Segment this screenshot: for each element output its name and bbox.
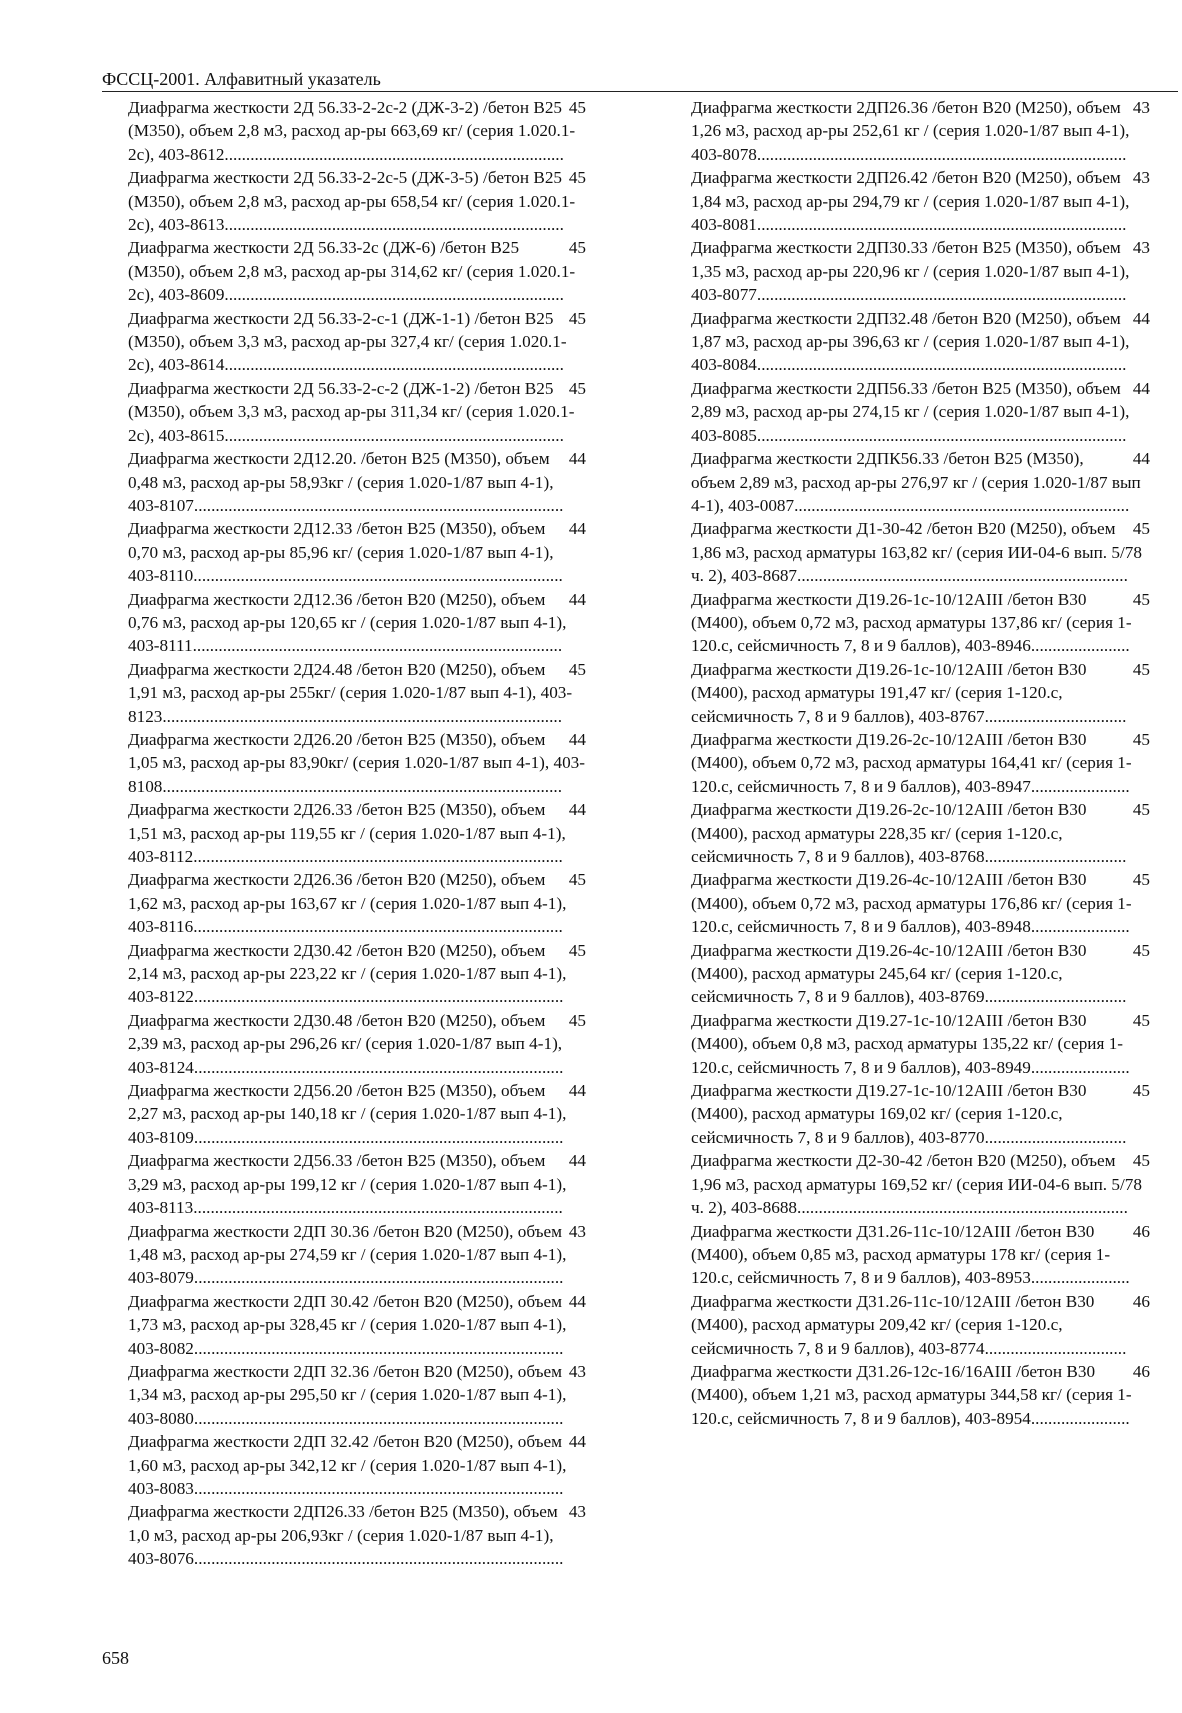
- dot-fill: .............................................................................: [797, 1198, 1128, 1218]
- index-entry: 46 Диафрагма жесткости Д31.26-12с-16/16AIII /бетон B30 (M400), объем 1,21 м3, расход арматуры 344,58 кг/ (серия 1-120.с, сейсмичность 7, 8 и 9 баллов), 403-8954.......................: [691, 1361, 1150, 1428]
- index-entry-page: 44: [568, 1432, 586, 1452]
- index-entry-page: 45: [568, 1010, 586, 1030]
- dot-fill: .............................................................................................: [162, 776, 562, 796]
- dot-fill: ......................................................................................: [193, 917, 563, 937]
- index-entry-page: 46: [1132, 1221, 1150, 1241]
- index-entry-page: 45: [1132, 589, 1150, 609]
- index-entry: 45 Диафрагма жесткости 2Д26.36 /бетон B20 (M250), объем 1,62 м3, расход ар-ры 163,67 кг / (серия 1.020-1/87 вып 4-1), 403-8116......................................................................................: [128, 870, 586, 937]
- dot-fill: ......................................................................................: [193, 1549, 564, 1569]
- index-entry: 44 Диафрагма жесткости 2Д56.33 /бетон B25 (M350), объем 3,29 м3, расход ар-ры 199,12 кг / (серия 1.020-1/87 вып 4-1), 403-8113......................................................................................: [128, 1151, 586, 1218]
- index-column-right: [665, 96, 1150, 1430]
- index-entry-page: 44: [1132, 449, 1150, 469]
- index-entry-page: 45: [568, 98, 586, 117]
- dot-fill: ..............................................................................: [794, 495, 1130, 515]
- index-entry: 45 Диафрагма жесткости 2Д24.48 /бетон B20 (M250), объем 1,91 м3, расход ар-ры 255кг/ (серия 1.020-1/87 вып 4-1), 403-8123.............................................................................................: [128, 659, 586, 726]
- index-entry: 45 Диафрагма жесткости Д19.26-2с-10/12AIII /бетон B30 (M400), объем 0,72 м3, расход арматуры 164,41 кг/ (серия 1-120.с, сейсмичность 7, 8 и 9 баллов), 403-8947.......................: [691, 729, 1150, 796]
- index-entry: 45 Диафрагма жесткости 2Д30.48 /бетон B20 (M250), объем 2,39 м3, расход ар-ры 296,26 кг/ (серия 1.020-1/87 вып 4-1), 403-8124......................................................................................: [128, 1010, 586, 1077]
- dot-fill: ......................................................................................: [756, 355, 1127, 375]
- index-entry-page: 44: [1132, 308, 1150, 328]
- dot-fill: .................................: [984, 987, 1127, 1007]
- index-entry: 45 Диафрагма жесткости Д19.26-2с-10/12AIII /бетон B30 (M400), расход арматуры 228,35 кг/ (серия 1-120.с, сейсмичность 7, 8 и 9 баллов), 403-8768.................................: [691, 800, 1150, 866]
- dot-fill: .......................: [1030, 776, 1130, 796]
- index-entry: 46 Диафрагма жесткости Д31.26-11с-10/12AIII /бетон B30 (M400), объем 0,85 м3, расход арматуры 178 кг/ (серия 1-120.с, сейсмичность 7, 8 и 9 баллов), 403-8953.......................: [691, 1221, 1150, 1288]
- index-entry-page: 43: [568, 1502, 586, 1522]
- index-entry: 44 Диафрагма жесткости 2ДП32.48 /бетон B20 (M250), объем 1,87 м3, расход ар-ры 396,63 кг / (серия 1.020-1/87 вып 4-1), 403-8084......................................................................................: [691, 308, 1150, 375]
- dot-fill: ......................................................................................: [193, 1478, 564, 1498]
- dot-fill: .......................: [1030, 1408, 1130, 1428]
- index-entry: 44 Диафрагма жесткости 2Д26.33 /бетон B25 (M350), объем 1,51 м3, расход ар-ры 119,55 кг / (серия 1.020-1/87 вып 4-1), 403-8112......................................................................................: [128, 800, 586, 866]
- index-entry-page: 43: [1132, 238, 1150, 258]
- index-entry: 45 Диафрагма жесткости 2Д 56.33-2-с-1 (ДЖ-1-1) /бетон B25 (M350), объем 3,3 м3, расход ар-ры 327,4 кг/ (серия 1.020.1-2с), 403-8614...............................................................................: [128, 308, 586, 375]
- index-entry-page: 43: [568, 1361, 586, 1381]
- index-entry-page: 43: [1132, 168, 1150, 188]
- index-entry: 45 Диафрагма жесткости Д2-30-42 /бетон B20 (M250), объем 1,96 м3, расход арматуры 169,52 кг/ (серия ИИ-04-6 вып. 5/78 ч. 2), 403-8688.............................................................................: [691, 1151, 1150, 1218]
- index-entry: 44 Диафрагма жесткости 2ДП 32.42 /бетон B20 (M250), объем 1,60 м3, расход ар-ры 342,12 кг / (серия 1.020-1/87 вып 4-1), 403-8083......................................................................................: [128, 1432, 586, 1498]
- dot-fill: ......................................................................................: [193, 987, 564, 1007]
- dot-fill: .......................: [1030, 917, 1130, 937]
- dot-fill: ......................................................................................: [193, 1127, 564, 1147]
- index-entry: 43 Диафрагма жесткости 2ДП26.33 /бетон B25 (M350), объем 1,0 м3, расход ар-ры 206,93кг / (серия 1.020-1/87 вып 4-1), 403-8076......................................................................................: [128, 1502, 586, 1569]
- dot-fill: .......................: [1030, 1268, 1130, 1288]
- dot-fill: ......................................................................................: [193, 566, 563, 586]
- index-entry: 43 Диафрагма жесткости 2ДП26.36 /бетон B20 (M250), объем 1,26 м3, расход ар-ры 252,61 кг / (серия 1.020-1/87 вып 4-1), 403-8078......................................................................................: [691, 98, 1150, 164]
- dot-fill: ......................................................................................: [193, 1338, 564, 1358]
- dot-fill: ......................................................................................: [756, 425, 1127, 445]
- page-number: 658: [102, 1648, 129, 1668]
- index-entry-page: 45: [1132, 870, 1150, 890]
- index-entry-page: 44: [568, 1291, 586, 1311]
- index-entry-page: 44: [568, 589, 586, 609]
- index-entry-page: 45: [568, 168, 586, 188]
- dot-fill: ......................................................................................: [756, 215, 1127, 235]
- index-entry-page: 45: [568, 378, 586, 398]
- dot-fill: ......................................................................................: [192, 636, 563, 656]
- index-entry-page: 43: [568, 1221, 586, 1241]
- index-entry: 45 Диафрагма жесткости Д19.26-1с-10/12AIII /бетон B30 (M400), объем 0,72 м3, расход арматуры 137,86 кг/ (серия 1-120.с, сейсмичность 7, 8 и 9 баллов), 403-8946.......................: [691, 589, 1150, 656]
- dot-fill: ......................................................................................: [193, 1268, 564, 1288]
- index-entry: 45 Диафрагма жесткости 2Д 56.33-2с (ДЖ-6) /бетон B25 (M350), объем 2,8 м3, расход ар-ры 314,62 кг/ (серия 1.020.1-2с), 403-8609...............................................................................: [128, 238, 586, 305]
- dot-fill: ......................................................................................: [193, 1057, 564, 1077]
- index-entry-page: 45: [1132, 519, 1150, 539]
- index-entry: 46 Диафрагма жесткости Д31.26-11с-10/12AIII /бетон B30 (M400), расход арматуры 209,42 кг/ (серия 1-120.с, сейсмичность 7, 8 и 9 баллов), 403-8774.................................: [691, 1291, 1150, 1358]
- index-entry: 44 Диафрагма жесткости 2Д12.36 /бетон B20 (M250), объем 0,76 м3, расход ар-ры 120,65 кг / (серия 1.020-1/87 вып 4-1), 403-8111......................................................................................: [128, 589, 586, 656]
- index-entry-page: 45: [568, 940, 586, 960]
- index-entry-page: 44: [568, 1081, 586, 1101]
- dot-fill: .............................................................................................: [162, 706, 562, 726]
- index-column-left: [102, 96, 586, 1571]
- index-entry-page: 46: [1132, 1291, 1150, 1311]
- index-entry: 45 Диафрагма жесткости 2Д 56.33-2-2с-5 (ДЖ-3-5) /бетон B25 (M350), объем 2,8 м3, расход ар-ры 658,54 кг/ (серия 1.020.1-2с), 403-8613...............................................................................: [128, 168, 586, 235]
- index-entry: 44 Диафрагма жесткости 2Д56.20 /бетон B25 (M350), объем 2,27 м3, расход ар-ры 140,18 кг / (серия 1.020-1/87 вып 4-1), 403-8109......................................................................................: [128, 1081, 586, 1147]
- dot-fill: ......................................................................................: [756, 285, 1127, 305]
- index-entry: 45 Диафрагма жесткости Д19.27-1с-10/12AIII /бетон B30 (M400), объем 0,8 м3, расход арматуры 135,22 кг/ (серия 1-120.с, сейсмичность 7, 8 и 9 баллов), 403-8949.......................: [691, 1010, 1150, 1077]
- dot-fill: .................................: [984, 1338, 1127, 1358]
- index-entry: 44 Диафрагма жесткости 2ДПК56.33 /бетон B25 (M350), объем 2,89 м3, расход ар-ры 276,97 кг / (серия 1.020-1/87 вып 4-1), 403-0087..............................................................................: [691, 449, 1150, 515]
- dot-fill: ......................................................................................: [193, 1408, 564, 1428]
- index-entry-page: 44: [568, 729, 586, 749]
- index-entry-page: 45: [1132, 1010, 1150, 1030]
- index-entry: 44 Диафрагма жесткости 2ДП 30.42 /бетон B20 (M250), объем 1,73 м3, расход ар-ры 328,45 кг / (серия 1.020-1/87 вып 4-1), 403-8082......................................................................................: [128, 1291, 586, 1358]
- index-entry: 43 Диафрагма жесткости 2ДП30.33 /бетон B25 (M350), объем 1,35 м3, расход ар-ры 220,96 кг / (серия 1.020-1/87 вып 4-1), 403-8077......................................................................................: [691, 238, 1150, 305]
- index-entry-page: 44: [568, 449, 586, 469]
- index-entry-page: 44: [568, 1151, 586, 1171]
- index-entry: 43 Диафрагма жесткости 2ДП26.42 /бетон B20 (M250), объем 1,84 м3, расход ар-ры 294,79 кг / (серия 1.020-1/87 вып 4-1), 403-8081......................................................................................: [691, 168, 1150, 235]
- dot-fill: ...............................................................................: [224, 215, 564, 235]
- index-entry-page: 44: [1132, 378, 1150, 398]
- running-header: ФССЦ-2001. Алфавитный указатель: [102, 68, 1178, 92]
- dot-fill: ......................................................................................: [193, 1198, 563, 1218]
- index-entry-page: 43: [1132, 98, 1150, 117]
- dot-fill: .......................: [1030, 1057, 1130, 1077]
- index-entry: 45 Диафрагма жесткости Д1-30-42 /бетон B20 (M250), объем 1,86 м3, расход арматуры 163,82 кг/ (серия ИИ-04-6 вып. 5/78 ч. 2), 403-8687.............................................................................: [691, 519, 1150, 586]
- dot-fill: ...............................................................................: [224, 144, 564, 164]
- index-entry-page: 45: [1132, 800, 1150, 820]
- index-entry-page: 44: [568, 519, 586, 539]
- dot-fill: .......................: [1030, 636, 1130, 656]
- index-entry: 43 Диафрагма жесткости 2ДП 32.36 /бетон B20 (M250), объем 1,34 м3, расход ар-ры 295,50 кг / (серия 1.020-1/87 вып 4-1), 403-8080......................................................................................: [128, 1361, 586, 1428]
- index-entry-page: 45: [568, 308, 586, 328]
- index-entry-page: 46: [1132, 1361, 1150, 1381]
- dot-fill: .................................: [984, 1127, 1127, 1147]
- index-entry: 45 Диафрагма жесткости Д19.26-4с-10/12AIII /бетон B30 (M400), объем 0,72 м3, расход арматуры 176,86 кг/ (серия 1-120.с, сейсмичность 7, 8 и 9 баллов), 403-8948.......................: [691, 870, 1150, 937]
- index-entry: 45 Диафрагма жесткости 2Д 56.33-2-с-2 (ДЖ-1-2) /бетон B25 (M350), объем 3,3 м3, расход ар-ры 311,34 кг/ (серия 1.020.1-2с), 403-8615...............................................................................: [128, 378, 586, 445]
- index-entry: 45 Диафрагма жесткости 2Д 56.33-2-2с-2 (ДЖ-3-2) /бетон B25 (M350), объем 2,8 м3, расход ар-ры 663,69 кг/ (серия 1.020.1-2с), 403-8612...............................................................................: [128, 98, 586, 164]
- dot-fill: ...............................................................................: [224, 355, 564, 375]
- index-entry: 44 Диафрагма жесткости 2Д12.33 /бетон B25 (M350), объем 0,70 м3, расход ар-ры 85,96 кг/ (серия 1.020-1/87 вып 4-1), 403-8110......................................................................................: [128, 519, 586, 586]
- index-entry: 44 Диафрагма жесткости 2Д26.20 /бетон B25 (M350), объем 1,05 м3, расход ар-ры 83,90кг/ (серия 1.020-1/87 вып 4-1), 403-8108.............................................................................................: [128, 729, 586, 796]
- dot-fill: ...............................................................................: [224, 425, 564, 445]
- index-entry-page: 44: [568, 800, 586, 820]
- dot-fill: .............................................................................: [797, 566, 1128, 586]
- dot-fill: ......................................................................................: [193, 847, 563, 866]
- index-entry-page: 45: [1132, 940, 1150, 960]
- index-entry: 45 Диафрагма жесткости Д19.27-1с-10/12AIII /бетон B30 (M400), расход арматуры 169,02 кг/ (серия 1-120.с, сейсмичность 7, 8 и 9 баллов), 403-8770.................................: [691, 1081, 1150, 1147]
- index-entry-page: 45: [1132, 659, 1150, 679]
- index-entry: 45 Диафрагма жесткости Д19.26-1с-10/12AIII /бетон B30 (M400), расход арматуры 191,47 кг/ (серия 1-120.с, сейсмичность 7, 8 и 9 баллов), 403-8767.................................: [691, 659, 1150, 726]
- dot-fill: ......................................................................................: [193, 495, 564, 515]
- index-entry-page: 45: [1132, 1151, 1150, 1171]
- index-entry-page: 45: [1132, 729, 1150, 749]
- index-entry: 45 Диафрагма жесткости 2Д30.42 /бетон B20 (M250), объем 2,14 м3, расход ар-ры 223,22 кг / (серия 1.020-1/87 вып 4-1), 403-8122......................................................................................: [128, 940, 586, 1007]
- index-entry-page: 45: [568, 659, 586, 679]
- dot-fill: .................................: [984, 847, 1127, 866]
- index-entry: 44 Диафрагма жесткости 2Д12.20. /бетон B25 (M350), объем 0,48 м3, расход ар-ры 58,93кг / (серия 1.020-1/87 вып 4-1), 403-8107......................................................................................: [128, 449, 586, 515]
- index-entry: 43 Диафрагма жесткости 2ДП 30.36 /бетон B20 (M250), объем 1,48 м3, расход ар-ры 274,59 кг / (серия 1.020-1/87 вып 4-1), 403-8079......................................................................................: [128, 1221, 586, 1288]
- index-entry: 44 Диафрагма жесткости 2ДП56.33 /бетон B25 (M350), объем 2,89 м3, расход ар-ры 274,15 кг / (серия 1.020-1/87 вып 4-1), 403-8085......................................................................................: [691, 378, 1150, 445]
- dot-fill: ......................................................................................: [756, 144, 1127, 164]
- index-entry-page: 45: [1132, 1081, 1150, 1101]
- dot-fill: ...............................................................................: [224, 285, 564, 305]
- index-entry-page: 45: [568, 238, 586, 258]
- index-entry-page: 45: [568, 870, 586, 890]
- index-entry: 45 Диафрагма жесткости Д19.26-4с-10/12AIII /бетон B30 (M400), расход арматуры 245,64 кг/ (серия 1-120.с, сейсмичность 7, 8 и 9 баллов), 403-8769.................................: [691, 940, 1150, 1007]
- dot-fill: .................................: [984, 706, 1127, 726]
